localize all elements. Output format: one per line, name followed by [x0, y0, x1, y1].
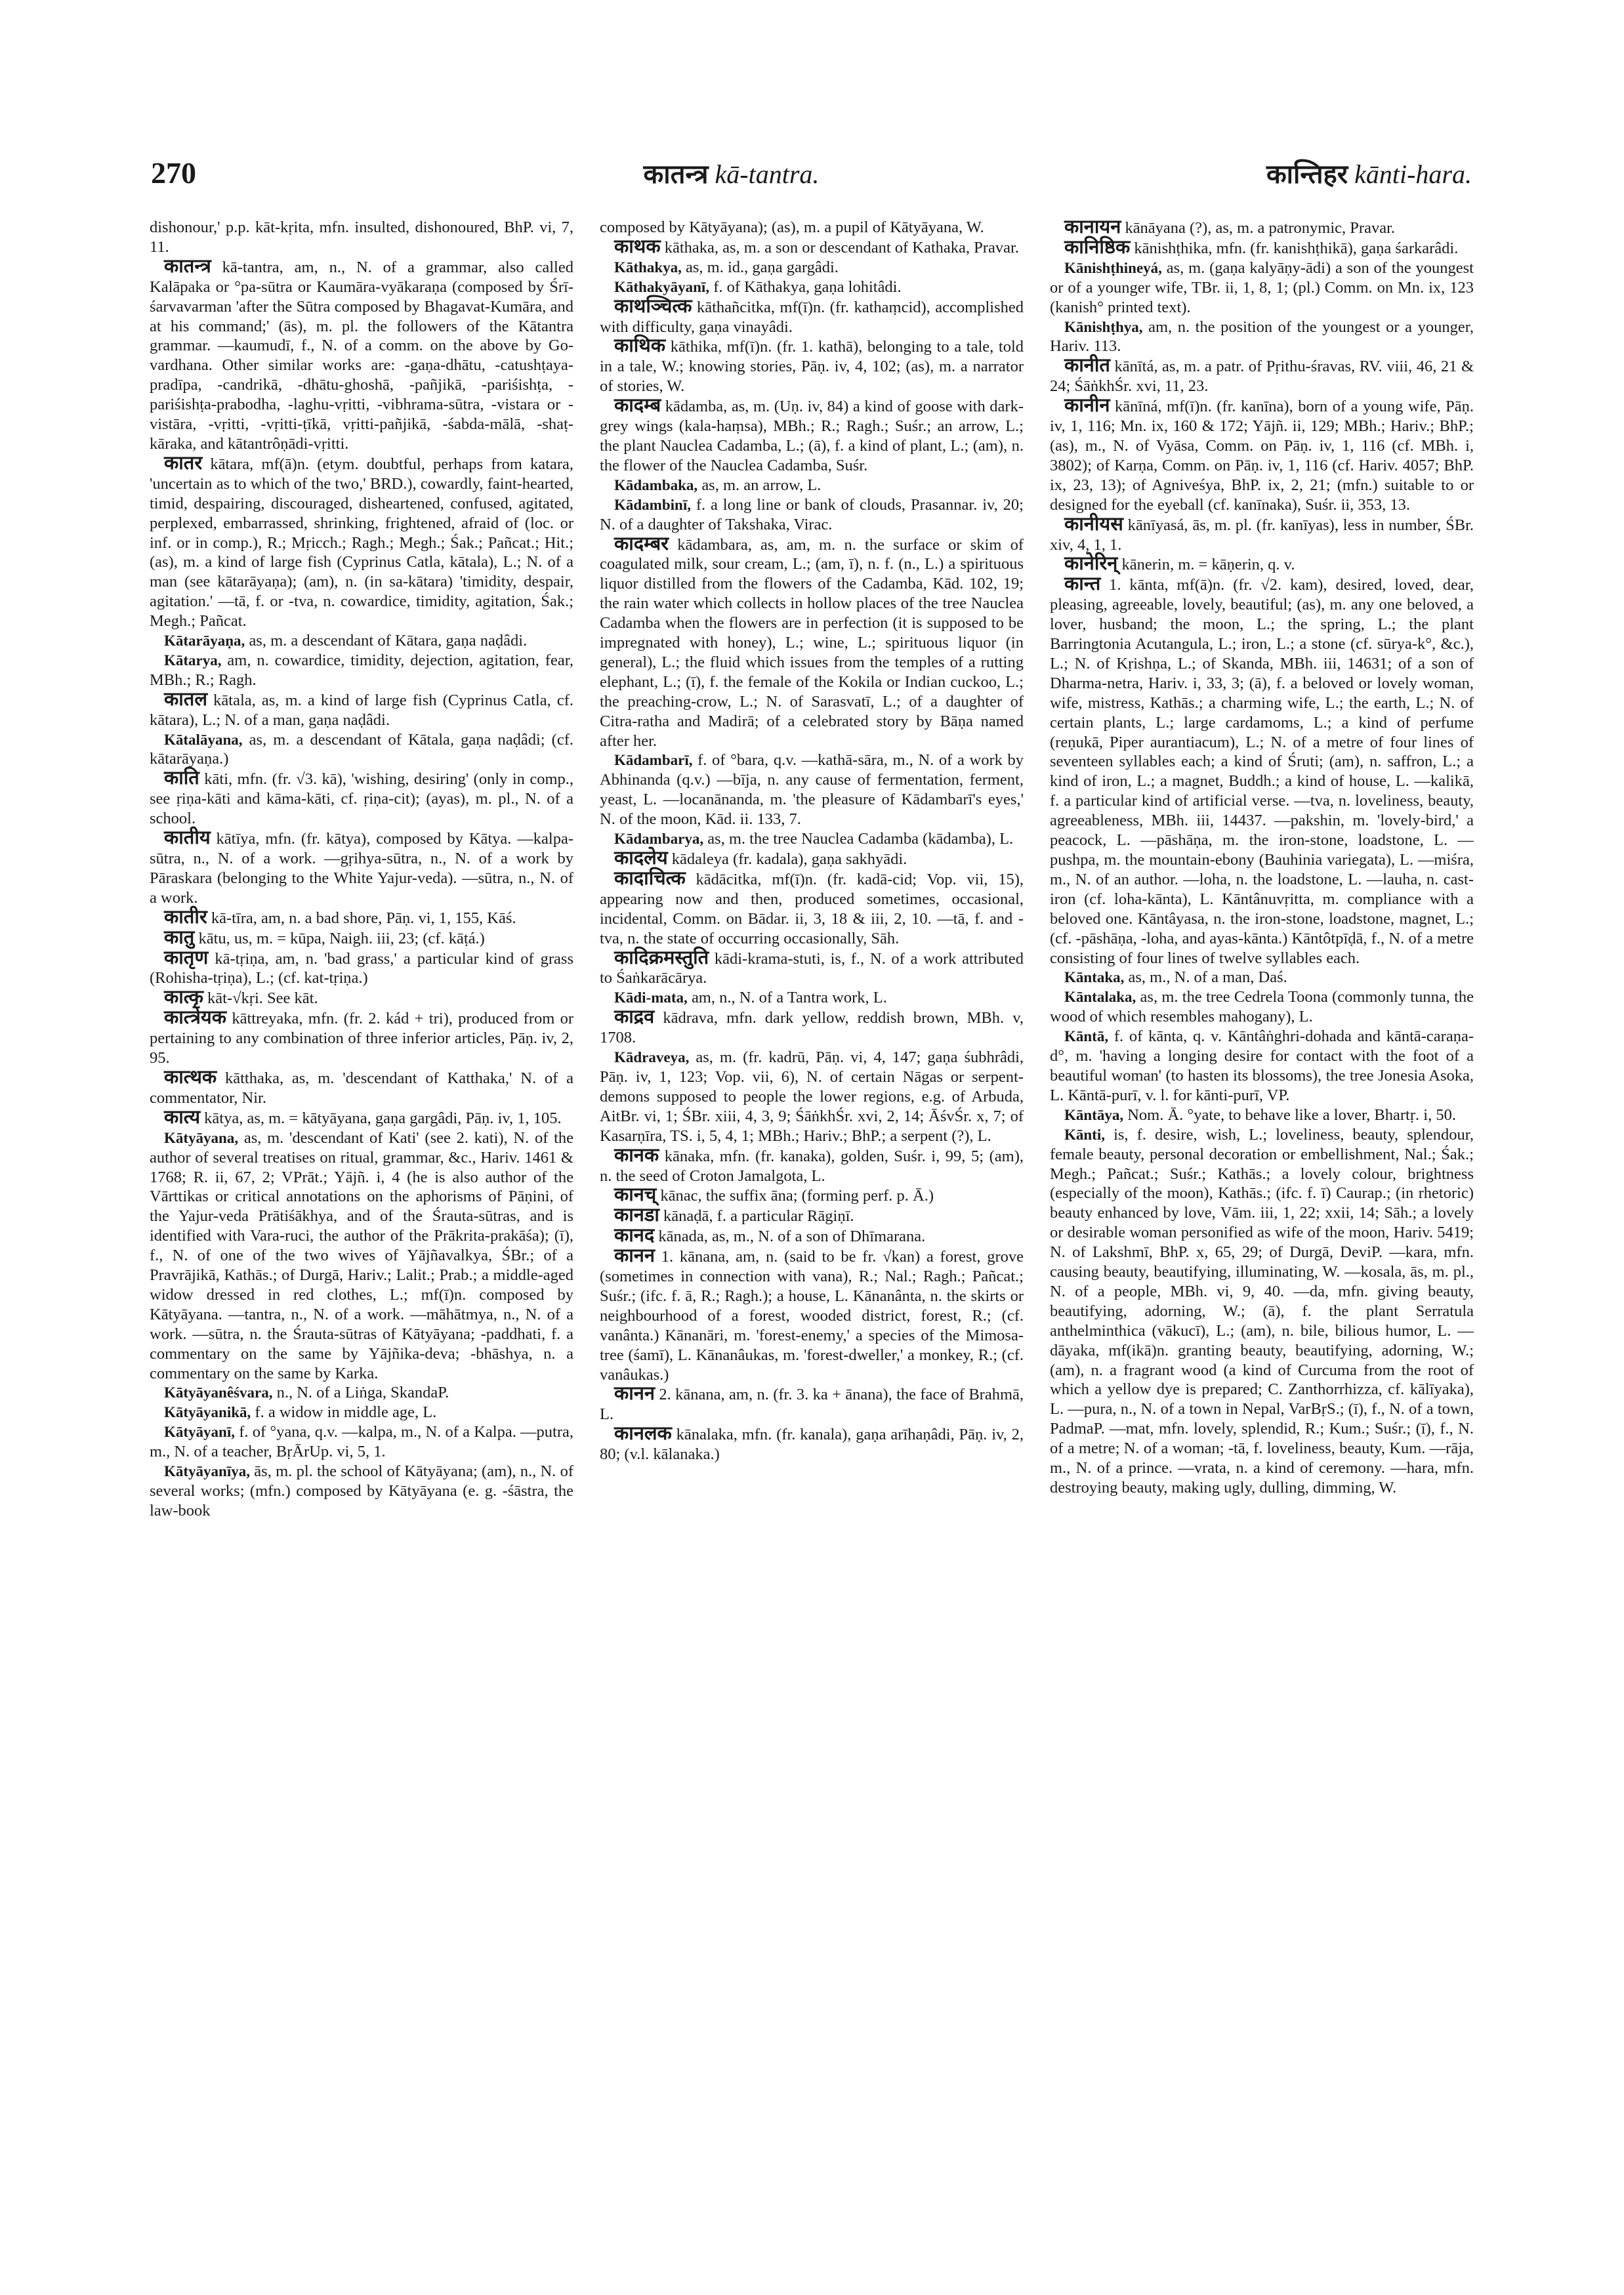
entry-definition: kāthaka, as, m. a son or descendant of Kathaka, Pravar.	[664, 238, 1019, 257]
dictionary-entry	[600, 1206, 1024, 1226]
entry-headword: कानक	[614, 1144, 659, 1166]
entry-headword: Kātyāyanikā,	[164, 1404, 251, 1421]
dictionary-entry	[600, 1247, 1024, 1384]
entry-definition: kānada, as, m., N. of a son of Dhīmarana.	[658, 1228, 926, 1246]
dictionary-entry	[150, 1068, 573, 1108]
entry-headword: Kādambarya,	[614, 831, 704, 848]
dictionary-entry	[1050, 575, 1474, 968]
dictionary-entry	[150, 928, 573, 949]
sub-entry	[150, 1383, 573, 1403]
dictionary-entry	[150, 908, 573, 928]
dictionary-entry	[600, 1186, 1024, 1206]
entry-headword: Kānishṭhineyá,	[1064, 259, 1162, 276]
sub-entry	[150, 1128, 573, 1384]
entry-definition: kādrava, mfn. dark yellow, reddish brown, MBh. v, 1708.	[600, 1009, 1024, 1047]
entry-definition: kānāyana (?), as, m. a patronymic, Pravar.	[1125, 219, 1396, 237]
dictionary-entry	[150, 454, 573, 631]
entry-definition: kāthika, mf(ī)n. (fr. 1. kathā), belonging to a tale, told in a tale, W.; knowing stories, Pāṇ. iv, 4, 102; (as), m. a narrator of stories, W.	[600, 338, 1024, 396]
entry-definition: kānītá, as, m. a patr. of Pṛithu-śravas, RV. viii, 46, 21 & 24; ŚāṅkhŚr. xvi, 11, 23.	[1050, 358, 1474, 396]
sub-entry	[150, 730, 573, 770]
entry-headword: Kātyāyana,	[164, 1129, 239, 1146]
entry-definition: kāt-√kṛi. See kāt.	[207, 989, 318, 1008]
sub-entry	[600, 495, 1024, 535]
left-guide-transliteration: kā-tantra.	[715, 159, 820, 189]
sub-entry	[1050, 987, 1474, 1027]
dictionary-entry	[600, 1384, 1024, 1424]
entry-definition: f. of kānta, q. v. Kāntâṅghri-dohada and kāntā-caraṇa-d°, m. 'having a longing desire for contact with the foot of a beautiful woman' (to hasten its blossoms), the tree Jonesia Asoka, L. Kāntā-purī, v. l. for kānti-purī, VP.	[1050, 1027, 1474, 1104]
dictionary-entry	[600, 849, 1024, 869]
entry-definition: kāthañcitka, mf(ī)n. (fr. kathaṃcid), accomplished with difficulty, gaṇa vinayâdi.	[600, 298, 1024, 336]
entry-definition: kādamba, as, m. (Uṇ. iv, 84) a kind of goose with dark-grey wings (kala-haṃsa), MBh.; R.; Ragh.; Suśr.; an arrow, L.; the plant Nauclea Cadamba, L.; (ā), f. a kind of plant, L.; (am), n. the flower of the Nauclea Cadamba, Suśr.	[600, 398, 1024, 474]
dictionary-entry	[600, 535, 1024, 751]
entry-definition: kātu, us, m. = kūpa, Naigh. iii, 23; (cf. kāṭá.)	[198, 929, 485, 947]
left-guide-devanagari: कातन्त्र	[643, 159, 709, 189]
entry-definition: kānaḍā, f. a particular Rāgiṇī.	[663, 1207, 854, 1226]
entry-definition: 1. kānta, mf(ā)n. (fr. √2. kam), desired, loved, dear, pleasing, agreeable, lovely, beautiful; (as), m. any one beloved, a lover, husband; the moon, L.; the spring, L.; the plant Barringtonia Acutangula, L.; iron, L.; a stone (cf. sūrya-k°, &c.), L.; N. of Kṛishṇa, L.; of Skanda, MBh. iii, 14631; of a son of Dharma-netra, Hariv. i, 33, 3; (ā), f. a beloved or lovely woman, wife, mistress, Kathās.; a charming wife, L.; the earth, L.; N. of certain plants, L.; large cardamoms, L.; a kind of perfume (reṇukā, Piper aurantiacum), L.; N. of a metre of four lines of seventeen syllables each; a kind of Śruti; (am), n. saffron, L.; a kind of iron, L.; a magnet, Buddh.; a kind of house, L. —kalikā, f. a particular kind of artificial verse. —tva, n. loveliness, beauty, agreeableness, MBh. iii, 14437. —pakshin, m. 'lovely-bird,' a peacock, L. —pāshāṇa, m. the iron-stone, loadstone, L. —pushpa, m. the mountain-ebony (Bauhinia variegata), L. —miśra, m., N. of an author. —loha, n. the loadstone, L. —lauha, n. cast-iron (cf. loha-kānta), L. Kāntânuvṛitta, m. compliance with a beloved one. Kāntâyasa, n. the iron-stone, loadstone, magnet, L.; (cf. -pāshāṇa, -loha, and ayas-kānta.) Kāntôtpīḍā, f., N. of a metre consisting of four lines of twelve syllables each.	[1050, 576, 1474, 967]
sub-entry	[1050, 1125, 1474, 1498]
entry-headword: Kātyāyanêśvara,	[164, 1384, 273, 1401]
entry-definition: kā-tantra, am, n., N. of a grammar, also called Kalāpaka or °pa-sūtra or Kaumāra-vyākaraṇa (composed by Śrī-śarvavarman 'after the Sūtra composed by Bhagavat-Kumāra, and at his command;' (ās), m. pl. the followers of the Kātantra grammar. —kaumudī, f., N. of a comm. on the above by Go-vardhana. Other similar works are: -gaṇa-dhātu, -catushṭaya-pradīpa, -candrikā, -dhātu-ghoshā, -pañjikā, -pariśishṭa, -pariśishṭa-prabodha, -laghu-vṛitti, -vibhrama-sūtra, -vistara or -vistāra, -vṛitti, -vṛitti-ṭīkā, vṛitti-pañjikā, -śabda-mālā, -shaṭ-kāraka, and kātantrôṇādi-vṛitti.	[150, 258, 573, 453]
dictionary-entry	[1050, 554, 1474, 575]
entry-definition: kānaka, mfn. (fr. kanaka), golden, Suśr. i, 99, 5; (am), n. the seed of Croton Jamalgota, L.	[600, 1147, 1024, 1185]
entry-headword: कातु	[164, 926, 195, 948]
entry-definition: kātīya, mfn. (fr. kātya), composed by Kātya. —kalpa-sūtra, n., N. of a work. —gṛihya-sūtra, n., N. of a work by Pāraskara (belonging to the White Yajur-veda). —sūtra, n., N. of a work.	[150, 830, 573, 907]
entry-definition: kānalaka, mfn. (fr. kanala), gaṇa arīhaṇâdi, Pāṇ. iv, 2, 80; (v.l. kālanaka.)	[600, 1426, 1024, 1464]
entry-headword: Kātalāyana,	[164, 731, 243, 748]
entry-headword: Kāntaka,	[1064, 969, 1125, 986]
sub-entry	[600, 988, 1024, 1008]
entry-definition: kānishṭhika, mfn. (fr. kanishṭhikā), gaṇa śarkarâdi.	[1134, 239, 1459, 257]
entry-headword: काति	[164, 768, 199, 789]
entry-headword: कातर	[164, 452, 203, 474]
entry-definition: kādācitka, mf(ī)n. (fr. kadā-cid; Vop. vii, 15), appearing now and then, produced sometimes, occasional, incidental, Comm. on Bādar. ii, 3, 18 & iii, 2, 10. —tā, f. and -tva, n. the state of occurring occasionally, Sāh.	[600, 870, 1024, 947]
entry-definition: as, m., N. of a man, Daś.	[1128, 968, 1287, 987]
entry-headword: कानेरिन्	[1064, 553, 1118, 575]
continued-entry	[150, 218, 573, 257]
dictionary-entry	[1050, 356, 1474, 396]
running-header	[151, 155, 1472, 201]
entry-definition: as, m. the tree Cedrela Toona (commonly tunna, the wood of which resembles mahogany), L.	[1050, 988, 1474, 1026]
entry-definition: kātya, as, m. = kātyāyana, gaṇa gargâdi, Pāṇ. iv, 1, 105.	[204, 1109, 562, 1127]
entry-headword: कान्त	[1064, 573, 1101, 595]
entry-definition: kātthaka, as, m. 'descendant of Katthaka,' N. of a commentator, Nir.	[150, 1069, 573, 1107]
dictionary-entry	[600, 337, 1024, 396]
entry-definition: kānīná, mf(ī)n. (fr. kanīna), born of a young wife, Pāṇ. iv, 1, 116; Mn. ix, 160 & 172; Yājñ. ii, 129; MBh.; Hariv.; BhP.; (as), m., N. of Vyāsa, Comm. on Pāṇ. iv, 1, 116 (cf. MBh. i, 3802); of Karṇa, Comm. on Pāṇ. iv, 1, 116 (cf. Hariv. 4057; BhP. ix, 23, 13); of Agniveśya, BhP. ix, 2, 21; (mfn.) suitable to or designed for the eyeball (cf. kanīnaka), Suśr. ii, 353, 13.	[1050, 398, 1474, 514]
entry-definition: f. a long line or bank of clouds, Prasannar. iv, 20; N. of a daughter of Takshaka, Virac.	[600, 495, 1024, 533]
entry-headword: Kādi-mata,	[614, 989, 688, 1006]
dictionary-entry	[150, 257, 573, 454]
entry-definition: kātara, mf(ā)n. (etym. doubtful, perhaps from katara, 'uncertain as to which of the two,' BRD.), cowardly, faint-hearted, timid, despairing, discouraged, disheartened, confused, agitated, perplexed, embarrassed, shrinking, frightened, afraid of (loc. or inf. or in comp.), R.; Mṛicch.; Ragh.; Megh.; Śak.; Pañcat.; Hit.; (as), m. a kind of large fish (Cyprinus Catla, kātala), L.; N. of a man (see kātarāyaṇa); (am), n. (in sa-kātara) 'timidity, despair, agitation.' —tā, f. or -tva, n. cowardice, timidity, agitation, Śak.; Megh.; Pañcat.	[150, 455, 573, 631]
entry-definition: kānac, the suffix āna; (forming perf. p. Ā.)	[660, 1187, 934, 1205]
entry-headword: Kāthakya,	[614, 258, 682, 276]
entry-headword: Kādambinī,	[614, 496, 691, 513]
sub-entry	[600, 751, 1024, 829]
sub-entry	[150, 1403, 573, 1422]
entry-definition: ās, m. pl. the school of Kātyāyana; (am), n., N. of several works; (mfn.) composed by Kātyāyana (e. g. -śāstra, the law-book	[150, 1462, 573, 1520]
entry-headword: कानलक	[614, 1423, 672, 1445]
dictionary-entry	[600, 1146, 1024, 1186]
entry-headword: कानीत	[1064, 355, 1110, 377]
dictionary-entry	[600, 1008, 1024, 1048]
entry-headword: कातृण	[164, 947, 209, 968]
entry-definition: as, m. an arrow, L.	[701, 476, 822, 494]
entry-definition: composed by Kātyāyana); (as), m. a pupil of Kātyāyana, W.	[600, 218, 984, 236]
entry-headword: कादलेय	[614, 848, 668, 869]
entry-headword: Kātarāyaṇa,	[164, 632, 245, 650]
sub-entry	[1050, 1027, 1474, 1106]
entry-definition: Nom. Ā. °yate, to behave like a lover, Bhartṛ. i, 50.	[1127, 1106, 1456, 1124]
entry-definition: am, n. cowardice, timidity, dejection, agitation, fear, MBh.; R.; Ragh.	[150, 651, 573, 689]
sub-entry	[1050, 1106, 1474, 1125]
entry-definition: kāti, mfn. (fr. √3. kā), 'wishing, desiring' (only in comp., see ṛiṇa-kāti and kāma-kāti, cf. ṛiṇa-cit); (ayas), m. pl., N. of a school.	[150, 770, 573, 828]
entry-headword: कादाचित्क	[614, 867, 686, 889]
entry-headword: काथक	[614, 236, 661, 257]
entry-headword: काद्रव	[614, 1006, 655, 1028]
entry-headword: कानायन	[1064, 218, 1121, 238]
entry-definition: kānerin, m. = kāṇerin, q. v.	[1121, 556, 1295, 574]
dictionary-entry	[600, 1226, 1024, 1247]
entry-definition: as, m. id., gaṇa gargâdi.	[686, 258, 839, 276]
sub-entry	[600, 829, 1024, 849]
entry-headword: कातल	[164, 688, 207, 710]
entry-definition: kāttreyaka, mfn. (fr. 2. kád + tri), produced from or pertaining to any combination of three inferior articles, Pāṇ. iv, 2, 95.	[150, 1010, 573, 1067]
entry-definition: kānīyasá, ās, m. pl. (fr. kanīyas), less in number, ŚBr. xiv, 4, 1, 1.	[1050, 516, 1474, 554]
left-guide-word	[644, 155, 820, 191]
entry-headword: Kāntā,	[1064, 1028, 1109, 1045]
entry-definition: 1. kānana, am, n. (said to be fr. √kan) a forest, grove (sometimes in connection with vana), R.; Nal.; Ragh.; Pañcat.; Suśr.; (ifc. f. ā, R.; Ragh.); a house, L. Kānanânta, n. the skirts or neighbourhood of a forest, wooded district, forest, R.; (cf. vanânta.) Kānanāri, m. 'forest-enemy,' a species of the Mimosa-tree (śamī), L. Kānanâukas, m. 'forest-dweller,' a monkey, R.; (cf. vanâukas.)	[600, 1248, 1024, 1384]
entry-headword: कानीयस	[1064, 513, 1123, 535]
entry-headword: काथञ्चित्क	[614, 295, 692, 317]
entry-headword: कानडा	[614, 1205, 659, 1226]
entry-definition: n., N. of a Liṅga, SkandaP.	[276, 1384, 449, 1402]
dictionary-entry	[150, 690, 573, 730]
entry-headword: कादिक्रमस्तुति	[614, 947, 709, 968]
entry-definition: is, f. desire, wish, L.; loveliness, beauty, splendour, female beauty, personal decoration or embellishment, Nal.; Śak.; Megh.; Pañcat.; Suśr.; Kathās.; a lovely colour, brightness (especially of the moon), Kathās.; (ifc. f. ī) Caurap.; (in rhetoric) beauty enhanced by love, Vām. iii, 1, 22; xxii, 14; Sāh.; a lovely or desirable woman personified as wife of the moon, Hariv. 5419; N. of Lakshmī, BhP. x, 65, 29; of Durgā, DeviP. —kara, mfn. causing beauty, beautifying, illuminating, W. —kosala, ās, m. pl., N. of a people, MBh. vi, 9, 40. —da, mfn. giving beauty, beautifying, adorning, W.; (ā), f. the plant Serratula anthelminthica (vākucī), L.; (am), n. bile, bilious humor, L. —dāyaka, mf(ikā)n. granting beauty, beautifying, adorning, W.; (am), n. a fragrant wood (a kind of Curcuma from the root of which a yellow dye is prepared; C. Zanthorrhizza, cf. kālīyaka), L. —pura, n., N. of a town in Nepal, VarBṛS.; (ī), f., N. of a town, PadmaP. —mat, mfn. lovely, splendid, R.; Kum.; Suśr.; (ī), f., N. of a metre; N. of a woman; -tā, f. loveliness, beauty, Kum. —rāja, m., N. of a prince. —vrata, n. a kind of ceremony. —hara, mfn. destroying beauty, making ugly, dulling, dimming, W.	[1050, 1125, 1474, 1497]
dictionary-entry	[600, 949, 1024, 989]
entry-headword: कानीन	[1064, 395, 1110, 417]
dictionary-entry	[150, 949, 573, 989]
entry-headword: काथिक	[614, 335, 666, 357]
sub-entry	[150, 631, 573, 651]
right-guide-transliteration: kānti-hara.	[1354, 159, 1472, 189]
entry-headword: कानच्	[614, 1184, 657, 1206]
entry-headword: Kādambaka,	[614, 476, 698, 493]
column-middle	[600, 218, 1024, 2239]
entry-definition: kātala, as, m. a kind of large fish (Cyprinus Catla, cf. kātara), L.; N. of a man, gaṇa naḍâdi.	[150, 691, 573, 729]
entry-definition: f. of Kāthakya, gaṇa lohitâdi.	[713, 278, 902, 296]
sub-entry	[150, 651, 573, 690]
continued-entry	[600, 218, 1024, 238]
dictionary-entry	[600, 297, 1024, 337]
sub-entry	[150, 1462, 573, 1521]
dictionary-entry	[600, 238, 1024, 258]
column-right	[1050, 218, 1474, 2239]
column-left	[150, 218, 573, 2239]
entry-definition: as, m. the tree Nauclea Cadamba (kādamba), L.	[707, 830, 1014, 848]
entry-definition: am, n., N. of a Tantra work, L.	[691, 989, 887, 1007]
entry-definition: f. a widow in middle age, L.	[255, 1403, 437, 1422]
entry-definition: kādambara, as, am, m. n. the surface or skim of coagulated milk, sour cream, L.; (am, ī), n. f. (n., L.) a spirituous liquor distilled from the flowers of the Cadamba, Kād. 102, 19; the rain water which collects in hollow places of the tree Nauclea Cadamba when the flowers are in perfection (it is supposed to be impregnated with honey), L.; wine, L.; spirituous liquor (in general), L.; the fluid which issues from the temples of a rutting elephant, L.; (ī), f. the female of the Kokila or Indian cuckoo, L.; the preaching-crow, L.; N. of Sarasvatī, L.; of a daughter of Citra-ratha and Madirā; of a celebrated story by Bāṇa named after her.	[600, 535, 1024, 750]
entry-headword: Kātarya,	[164, 651, 222, 669]
entry-definition: as, m. a descendant of Kātara, gaṇa naḍâdi.	[249, 632, 528, 650]
entry-headword: कात्थक	[164, 1066, 217, 1088]
entry-headword: कातन्त्र	[164, 255, 211, 277]
sub-entry	[1050, 968, 1474, 987]
sub-entry	[600, 1048, 1024, 1146]
dictionary-entry	[1050, 218, 1474, 238]
dictionary-entry	[150, 829, 573, 908]
entry-headword: Kādraveya,	[614, 1049, 690, 1066]
dictionary-entry	[150, 769, 573, 829]
entry-headword: कानिष्ठिक	[1064, 236, 1131, 258]
entry-definition: as, m. (gaṇa kalyāṇy-ādi) a son of the youngest or of a younger wife, TBr. ii, 1, 8, 1; (pl.) Comm. on Mn. ix, 123 (kanish° printed text).	[1050, 258, 1474, 316]
entry-headword: कादम्ब	[614, 395, 661, 417]
dictionary-entry	[150, 1108, 573, 1128]
sub-entry	[150, 1422, 573, 1462]
entry-headword: Kātyāyanī,	[164, 1424, 235, 1441]
entry-headword: कात्त्रेयक	[164, 1007, 227, 1029]
entry-definition: kādi-krama-stuti, is, f., N. of a work attributed to Śaṅkarācārya.	[600, 949, 1024, 987]
right-guide-word	[1266, 155, 1472, 191]
dictionary-entry	[150, 988, 573, 1008]
dictionary-entry	[1050, 515, 1474, 555]
page-number: 270	[151, 156, 196, 190]
entry-headword: कात्कृ	[164, 987, 203, 1008]
sub-entry	[600, 278, 1024, 297]
entry-headword: Kāntalaka,	[1064, 989, 1136, 1006]
sub-entry	[600, 476, 1024, 495]
entry-headword: Kātyāyanīya,	[164, 1463, 250, 1480]
dictionary-entry	[600, 869, 1024, 949]
entry-headword: कानन	[614, 1245, 655, 1267]
dictionary-entry	[600, 396, 1024, 476]
entry-definition: 2. kānana, am, n. (fr. 3. ka + ānana), the face of Brahmā, L.	[600, 1386, 1024, 1424]
entry-headword: कात्य	[164, 1106, 201, 1128]
entry-definition: f. of °bara, q.v. —kathā-sāra, m., N. of a work by Abhinanda (q.v.) —bīja, n. any cause of fermentation, ferment, yeast, L. —locanānanda, m. 'the pleasure of Kādambarī's eyes,' N. of the moon, Kād. ii. 133, 7.	[600, 751, 1024, 829]
right-guide-devanagari: कान्तिहर	[1266, 159, 1348, 189]
entry-headword: कातीय	[164, 827, 211, 849]
entry-headword: कातीर	[164, 906, 207, 928]
dictionary-entry	[600, 1424, 1024, 1464]
entry-headword: कानद	[614, 1225, 655, 1247]
entry-headword: Kādambarī,	[614, 752, 693, 769]
entry-headword: कादम्बर	[614, 533, 669, 554]
dictionary-entry	[1050, 238, 1474, 258]
entry-definition: as, m. (fr. kadrū, Pāṇ. vi, 4, 147; gaṇa śubhrâdi, Pāṇ. iv, 1, 123; Vop. vii, 6), N. of certain Nāgas or serpent-demons supposed to people the lower regions, e.g. of Arbuda, AitBr. vi, 1; ŚBr. xiii, 4, 3, 9; ŚāṅkhŚr. xvi, 2, 14; ĀśvŚr. x, 7; of Kasarṇīra, TS. i, 5, 4, 1; MBh.; Hariv.; BhP.; a serpent (?), L.	[600, 1048, 1024, 1145]
entry-definition: f. of °yana, q.v. —kalpa, m., N. of a Kalpa. —putra, m., N. of a teacher, BṛĀrUp. vi, 5, 1.	[150, 1423, 573, 1461]
entry-headword: Kāthakyāyanī,	[614, 278, 710, 295]
dictionary-entry	[1050, 396, 1474, 514]
entry-headword: Kāntāya,	[1064, 1106, 1124, 1123]
sub-entry	[1050, 318, 1474, 357]
dictionary-entry	[150, 1008, 573, 1068]
entry-definition: as, m. a descendant of Kātala, gaṇa naḍâdi; (cf. kātarāyaṇa.)	[150, 730, 573, 768]
text-columns	[150, 218, 1474, 2239]
sub-entry	[600, 258, 1024, 278]
entry-headword: Kānishṭhya,	[1064, 318, 1143, 335]
entry-definition: am, n. the position of the youngest or a younger, Hariv. 113.	[1050, 318, 1474, 356]
entry-headword: कानन	[614, 1383, 655, 1405]
entry-definition: dishonour,' p.p. kāt-kṛita, mfn. insulted, dishonoured, BhP. vi, 7, 11.	[150, 218, 573, 256]
entry-definition: kā-tṛiṇa, am, n. 'bad grass,' a particular kind of grass (Rohisha-tṛiṇa), L.; (cf. kat-tṛiṇa.)	[150, 949, 573, 987]
entry-definition: kādaleya (fr. kadala), gaṇa sakhyādi.	[671, 850, 907, 868]
entry-headword: Kānti,	[1064, 1126, 1105, 1143]
entry-definition: as, m. 'descendant of Kati' (see 2. kati), N. of the author of several treatises on ritual, grammar, &c., Hariv. 1461 & 1768; R. ii, 67, 2; VPrāt.; Yājñ. i, 4 (he is also author of the Vārttikas or critical annotations on the aphorisms of Pāṇini, of the Yajur-veda Prātiśākhya, and of the Śrauta-sūtras, and is identified with Vara-ruci, the author of the Prākrita-prakāśa); (ī), f., N. of one of the two wives of Yājñavalkya, ŚBr.; of a Pravrājikā, Kathās.; of Durgā, Hariv.; Lalit.; Prab.; a middle-aged widow dressed in red clothes, L.; mf(ī)n. composed by Kātyāyana. —tantra, n., N. of a work. —māhātmya, n., N. of a work. —sūtra, n. the Śrauta-sūtras of Kātyāyana; -paddhati, f. a commentary on the same by Yājñika-deva; -bhāshya, n. a commentary on the same by Karka.	[150, 1128, 573, 1382]
entry-definition: kā-tīra, am, n. a bad shore, Pāṇ. vi, 1, 155, Kāś.	[211, 909, 516, 927]
sub-entry	[1050, 258, 1474, 318]
